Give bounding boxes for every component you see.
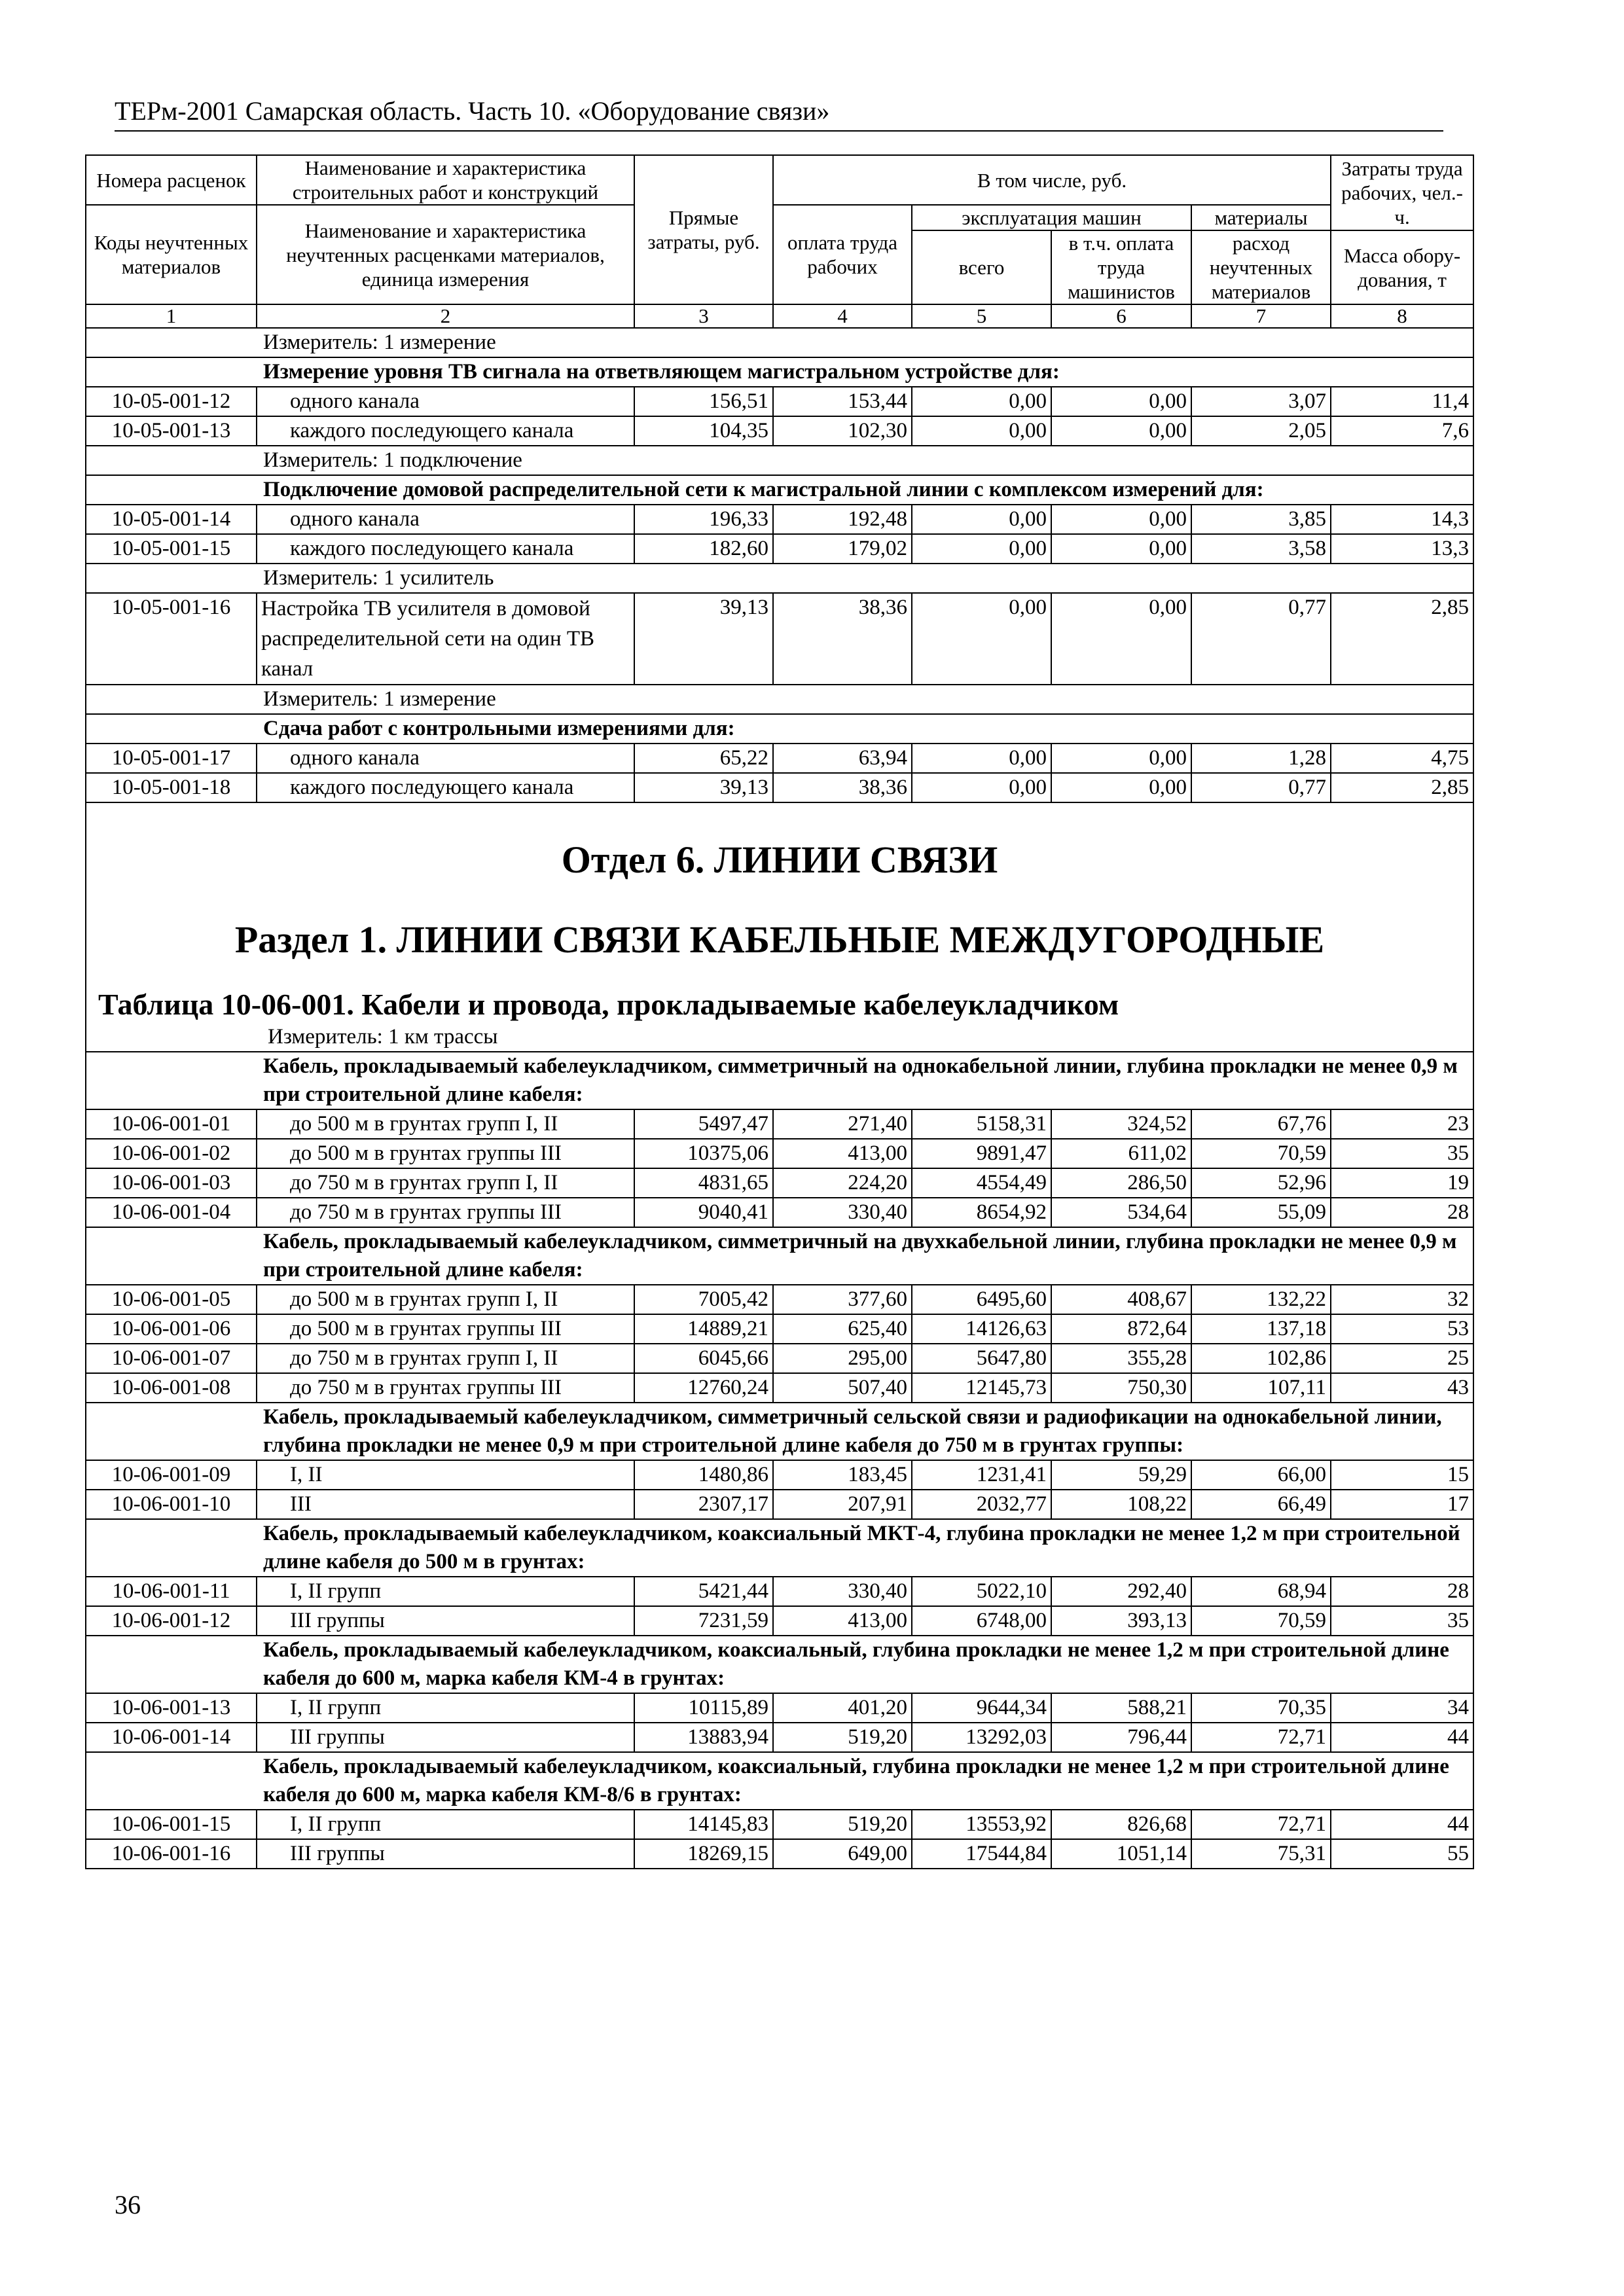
header-labor-pay: оплата труда рабочих: [773, 205, 912, 304]
rates-table: [85, 154, 1474, 1869]
rate-materials: 102,86: [1191, 1344, 1331, 1373]
rate-hours: 15: [1331, 1460, 1473, 1490]
header-incl-rub: В том числе, руб.: [773, 155, 1331, 205]
rate-code: 10-05-001-15: [86, 534, 257, 564]
rate-machines: 13292,03: [912, 1723, 1051, 1752]
rate-row: [86, 416, 1473, 446]
rate-name: до 750 м в грунтах групп I, II: [257, 1344, 634, 1373]
rate-row: [86, 1344, 1473, 1373]
rate-machines: 9644,34: [912, 1693, 1051, 1723]
rate-direct: 104,35: [634, 416, 773, 446]
group-title: Сдача работ с контрольными измерениями для:: [86, 714, 1473, 744]
rate-name: I, II групп: [257, 1577, 634, 1606]
rate-direct: 65,22: [634, 744, 773, 773]
rate-code: 10-05-001-16: [86, 593, 257, 685]
header-unaccounted-consumption: расход неучтенных материалов: [1191, 230, 1331, 304]
rate-direct: 18269,15: [634, 1839, 773, 1869]
rate-materials: 66,00: [1191, 1460, 1331, 1490]
rate-machinists: 0,00: [1051, 534, 1191, 564]
rate-name: одного канала: [257, 505, 634, 534]
rate-hours: 2,85: [1331, 773, 1473, 802]
rate-machinists: 0,00: [1051, 387, 1191, 416]
rate-machines: 4554,49: [912, 1168, 1051, 1198]
rate-code: 10-05-001-12: [86, 387, 257, 416]
rate-materials: 132,22: [1191, 1285, 1331, 1314]
rate-materials: 3,07: [1191, 387, 1331, 416]
rate-hours: 14,3: [1331, 505, 1473, 534]
meter-row: [86, 446, 1473, 475]
rate-name: до 750 м в грунтах группы III: [257, 1198, 634, 1227]
rate-machinists: 0,00: [1051, 505, 1191, 534]
header-unaccounted-names: Наименование и характеристика неучтенных расценками материалов, единица измерения: [257, 205, 634, 304]
rate-name: до 500 м в грунтах групп I, II: [257, 1109, 634, 1139]
meter: Измеритель: 1 подключение: [86, 446, 1473, 475]
group-title: Кабель, прокладываемый кабелеукладчиком, симметричный сельской связи и радиофикации на однокабельной линии, глубина прокладки не менее 0,9 м при строительной длине кабеля до 750 м в грунтах группы:: [86, 1403, 1473, 1460]
rate-code: 10-06-001-04: [86, 1198, 257, 1227]
rate-hours: 23: [1331, 1109, 1473, 1139]
rate-hours: 34: [1331, 1693, 1473, 1723]
header-total: всего: [912, 230, 1051, 304]
rate-hours: 53: [1331, 1314, 1473, 1344]
rate-name: до 500 м в грунтах группы III: [257, 1139, 634, 1168]
header-labor-costs: Затраты труда рабочих, чел.-ч.: [1331, 155, 1473, 230]
header-name: Наименование и характеристика строительных работ и конструкций: [257, 155, 634, 205]
rate-row: [86, 1373, 1473, 1403]
rate-hours: 17: [1331, 1490, 1473, 1519]
rate-row: [86, 1109, 1473, 1139]
rate-code: 10-05-001-17: [86, 744, 257, 773]
rate-machinists: 0,00: [1051, 773, 1191, 802]
rate-hours: 13,3: [1331, 534, 1473, 564]
group-title-row: [86, 1052, 1473, 1109]
rate-machines: 5158,31: [912, 1109, 1051, 1139]
rate-labor: 38,36: [773, 773, 912, 802]
rate-direct: 196,33: [634, 505, 773, 534]
rate-name: каждого последующего канала: [257, 416, 634, 446]
rate-row: [86, 773, 1473, 802]
group-title: Кабель, прокладываемый кабелеукладчиком, коаксиальный, глубина прокладки не менее 1,2 м при строительной длине кабеля до 600 м, марка кабеля КМ-4 в грунтах:: [86, 1636, 1473, 1693]
column-number: 7: [1191, 304, 1331, 328]
rate-hours: 11,4: [1331, 387, 1473, 416]
rate-row: [86, 1577, 1473, 1606]
rate-row: [86, 1285, 1473, 1314]
rate-labor: 295,00: [773, 1344, 912, 1373]
meter-row: [86, 685, 1473, 714]
group-title: Кабель, прокладываемый кабелеукладчиком, коаксиальный МКТ-4, глубина прокладки не менее 1,2 м при строительной длине кабеля до 500 м в грунтах:: [86, 1519, 1473, 1577]
rate-machinists: 872,64: [1051, 1314, 1191, 1344]
rate-row: [86, 593, 1473, 685]
column-number: 1: [86, 304, 257, 328]
rate-code: 10-06-001-03: [86, 1168, 257, 1198]
rate-labor: 153,44: [773, 387, 912, 416]
rate-name: I, II: [257, 1460, 634, 1490]
column-number: 5: [912, 304, 1051, 328]
rate-row: [86, 1139, 1473, 1168]
rate-machinists: 59,29: [1051, 1460, 1191, 1490]
rate-machines: 8654,92: [912, 1198, 1051, 1227]
rate-code: 10-06-001-13: [86, 1693, 257, 1723]
rate-machines: 6748,00: [912, 1606, 1051, 1636]
rate-labor: 519,20: [773, 1723, 912, 1752]
rate-materials: 68,94: [1191, 1577, 1331, 1606]
section-title: Отдел 6. ЛИНИИ СВЯЗИ: [561, 838, 998, 881]
rate-machinists: 324,52: [1051, 1109, 1191, 1139]
rate-machinists: 588,21: [1051, 1693, 1191, 1723]
rate-code: 10-06-001-10: [86, 1490, 257, 1519]
rate-hours: 19: [1331, 1168, 1473, 1198]
rate-hours: 35: [1331, 1606, 1473, 1636]
rate-direct: 10115,89: [634, 1693, 773, 1723]
group-title: Измерение уровня ТВ сигнала на ответвляющем магистральном устройстве для:: [86, 357, 1473, 387]
rate-materials: 55,09: [1191, 1198, 1331, 1227]
rate-direct: 1480,86: [634, 1460, 773, 1490]
rate-machinists: 826,68: [1051, 1810, 1191, 1839]
column-numbers-row: [86, 304, 1473, 328]
rate-row: [86, 1314, 1473, 1344]
rate-direct: 10375,06: [634, 1139, 773, 1168]
rate-row: [86, 1198, 1473, 1227]
rate-machinists: 286,50: [1051, 1168, 1191, 1198]
rate-direct: 39,13: [634, 773, 773, 802]
rate-machines: 6495,60: [912, 1285, 1051, 1314]
rate-row: [86, 387, 1473, 416]
rate-machines: 9891,47: [912, 1139, 1051, 1168]
rate-row: [86, 1606, 1473, 1636]
rate-name: III: [257, 1490, 634, 1519]
rate-machines: 12145,73: [912, 1373, 1051, 1403]
rate-labor: 63,94: [773, 744, 912, 773]
rate-hours: 35: [1331, 1139, 1473, 1168]
table-caption: Таблица 10-06-001. Кабели и провода, прокладываемые кабелеукладчиком: [98, 988, 1119, 1021]
rate-code: 10-06-001-06: [86, 1314, 257, 1344]
rate-name: I, II групп: [257, 1810, 634, 1839]
rate-materials: 70,59: [1191, 1139, 1331, 1168]
rate-machinists: 534,64: [1051, 1198, 1191, 1227]
page-number: 36: [115, 2190, 141, 2219]
rate-direct: 12760,24: [634, 1373, 773, 1403]
rate-machinists: 408,67: [1051, 1285, 1191, 1314]
group-title-row: [86, 714, 1473, 744]
rate-direct: 156,51: [634, 387, 773, 416]
column-number: 6: [1051, 304, 1191, 328]
header-machinist-pay: в т.ч. оплата труда машинистов: [1051, 230, 1191, 304]
meter-row: [86, 328, 1473, 357]
rate-machinists: 0,00: [1051, 416, 1191, 446]
rate-name: каждого последующего канала: [257, 534, 634, 564]
rate-materials: 0,77: [1191, 593, 1331, 685]
rate-machines: 17544,84: [912, 1839, 1051, 1869]
rate-labor: 330,40: [773, 1577, 912, 1606]
rate-name: до 500 м в грунтах групп I, II: [257, 1285, 634, 1314]
rate-name: одного канала: [257, 744, 634, 773]
group-title-row: [86, 1519, 1473, 1577]
rate-materials: 72,71: [1191, 1810, 1331, 1839]
rate-labor: 330,40: [773, 1198, 912, 1227]
rate-materials: 1,28: [1191, 744, 1331, 773]
rate-direct: 6045,66: [634, 1344, 773, 1373]
rate-machines: 0,00: [912, 593, 1051, 685]
rate-code: 10-05-001-13: [86, 416, 257, 446]
rate-materials: 72,71: [1191, 1723, 1331, 1752]
rate-hours: 7,6: [1331, 416, 1473, 446]
rate-code: 10-06-001-11: [86, 1577, 257, 1606]
group-title: Кабель, прокладываемый кабелеукладчиком, симметричный на однокабельной линии, глубина прокладки не менее 0,9 м при строительной длине кабеля:: [86, 1052, 1473, 1109]
rate-machinists: 0,00: [1051, 593, 1191, 685]
rate-machines: 0,00: [912, 534, 1051, 564]
group-title-row: [86, 1227, 1473, 1285]
header-materials: материалы: [1191, 205, 1331, 230]
rate-materials: 52,96: [1191, 1168, 1331, 1198]
group-title-row: [86, 357, 1473, 387]
group-title-row: [86, 475, 1473, 505]
rate-machinists: 393,13: [1051, 1606, 1191, 1636]
rate-name: I, II групп: [257, 1693, 634, 1723]
header-direct-costs: Прямые затраты, руб.: [634, 155, 773, 304]
rate-row: [86, 1460, 1473, 1490]
rate-materials: 70,59: [1191, 1606, 1331, 1636]
rate-direct: 9040,41: [634, 1198, 773, 1227]
rate-direct: 14889,21: [634, 1314, 773, 1344]
rate-labor: 519,20: [773, 1810, 912, 1839]
rates-table-body: [86, 155, 1473, 1869]
rate-direct: 7231,59: [634, 1606, 773, 1636]
meter: Измеритель: 1 измерение: [86, 328, 1473, 357]
rate-machines: 5022,10: [912, 1577, 1051, 1606]
group-title: Кабель, прокладываемый кабелеукладчиком, коаксиальный, глубина прокладки не менее 1,2 м при строительной длине кабеля до 600 м, марка кабеля КМ-8/6 в грунтах:: [86, 1752, 1473, 1810]
rate-materials: 137,18: [1191, 1314, 1331, 1344]
rate-labor: 224,20: [773, 1168, 912, 1198]
rate-direct: 14145,83: [634, 1810, 773, 1839]
rate-machines: 2032,77: [912, 1490, 1051, 1519]
meter: Измеритель: 1 измерение: [86, 685, 1473, 714]
rate-machines: 0,00: [912, 416, 1051, 446]
meter-row: [86, 564, 1473, 593]
rate-hours: 55: [1331, 1839, 1473, 1869]
rate-direct: 7005,42: [634, 1285, 773, 1314]
rate-labor: 649,00: [773, 1839, 912, 1869]
rate-machinists: 611,02: [1051, 1139, 1191, 1168]
meter: Измеритель: 1 усилитель: [86, 564, 1473, 593]
rate-code: 10-06-001-15: [86, 1810, 257, 1839]
group-title-row: [86, 1636, 1473, 1693]
rate-name: III группы: [257, 1606, 634, 1636]
column-number: 4: [773, 304, 912, 328]
group-title: Кабель, прокладываемый кабелеукладчиком, симметричный на двухкабельной линии, глубина прокладки не менее 0,9 м при строительной длине кабеля:: [86, 1227, 1473, 1285]
rate-materials: 66,49: [1191, 1490, 1331, 1519]
rate-materials: 107,11: [1191, 1373, 1331, 1403]
rate-labor: 507,40: [773, 1373, 912, 1403]
rate-name: III группы: [257, 1723, 634, 1752]
meter: Измеритель: 1 км трассы: [86, 1023, 1473, 1052]
rate-direct: 182,60: [634, 534, 773, 564]
rate-code: 10-06-001-16: [86, 1839, 257, 1869]
rate-hours: 25: [1331, 1344, 1473, 1373]
header-machine-operation: эксплуатация машин: [912, 205, 1191, 230]
rate-materials: 70,35: [1191, 1693, 1331, 1723]
page-header: ТЕРм-2001 Самарская область. Часть 10. «Оборудование связи»: [115, 95, 1443, 132]
rate-direct: 5497,47: [634, 1109, 773, 1139]
rate-name: одного канала: [257, 387, 634, 416]
rate-materials: 67,76: [1191, 1109, 1331, 1139]
rate-row: [86, 1810, 1473, 1839]
rate-hours: 4,75: [1331, 744, 1473, 773]
meter-row: [86, 1023, 1473, 1052]
rate-machines: 0,00: [912, 505, 1051, 534]
rate-labor: 183,45: [773, 1460, 912, 1490]
rate-row: [86, 505, 1473, 534]
column-number: 8: [1331, 304, 1473, 328]
rate-code: 10-06-001-12: [86, 1606, 257, 1636]
rate-code: 10-06-001-14: [86, 1723, 257, 1752]
rate-code: 10-06-001-01: [86, 1109, 257, 1139]
rate-row: [86, 1839, 1473, 1869]
rate-labor: 38,36: [773, 593, 912, 685]
rate-code: 10-06-001-02: [86, 1139, 257, 1168]
rate-labor: 413,00: [773, 1606, 912, 1636]
rate-machines: 5647,80: [912, 1344, 1051, 1373]
section-cell: [86, 802, 1473, 1023]
rate-hours: 28: [1331, 1577, 1473, 1606]
header-row-2: [86, 205, 1473, 230]
rate-name: до 750 м в грунтах групп I, II: [257, 1168, 634, 1198]
header-equipment-mass: Масса обору-дования, т: [1331, 230, 1473, 304]
column-number: 2: [257, 304, 634, 328]
group-title-row: [86, 1752, 1473, 1810]
rate-labor: 207,91: [773, 1490, 912, 1519]
rate-row: [86, 1693, 1473, 1723]
rate-hours: 32: [1331, 1285, 1473, 1314]
section-block: [86, 802, 1473, 1023]
rate-hours: 44: [1331, 1723, 1473, 1752]
rate-machinists: 796,44: [1051, 1723, 1191, 1752]
header-unaccounted-codes: Коды неучтенных материалов: [86, 205, 257, 304]
rate-labor: 401,20: [773, 1693, 912, 1723]
rate-code: 10-06-001-09: [86, 1460, 257, 1490]
rate-direct: 39,13: [634, 593, 773, 685]
rate-labor: 102,30: [773, 416, 912, 446]
rate-row: [86, 534, 1473, 564]
rate-labor: 413,00: [773, 1139, 912, 1168]
rate-name: III группы: [257, 1839, 634, 1869]
rate-machines: 14126,63: [912, 1314, 1051, 1344]
rate-labor: 179,02: [773, 534, 912, 564]
rate-machines: 1231,41: [912, 1460, 1051, 1490]
rate-machines: 0,00: [912, 387, 1051, 416]
rate-row: [86, 1490, 1473, 1519]
rate-hours: 43: [1331, 1373, 1473, 1403]
rate-materials: 2,05: [1191, 416, 1331, 446]
rate-name: каждого последующего канала: [257, 773, 634, 802]
rate-direct: 5421,44: [634, 1577, 773, 1606]
rate-code: 10-05-001-14: [86, 505, 257, 534]
column-number: 3: [634, 304, 773, 328]
rate-labor: 192,48: [773, 505, 912, 534]
rate-machines: 0,00: [912, 773, 1051, 802]
rate-name: до 750 м в грунтах группы III: [257, 1373, 634, 1403]
rate-materials: 3,85: [1191, 505, 1331, 534]
rate-code: 10-06-001-05: [86, 1285, 257, 1314]
header-row-1: [86, 155, 1473, 205]
rate-name: Настройка ТВ усилителя в домовой распределительной сети на один ТВ канал: [257, 593, 634, 685]
rate-hours: 44: [1331, 1810, 1473, 1839]
rate-machinists: 292,40: [1051, 1577, 1191, 1606]
rate-hours: 28: [1331, 1198, 1473, 1227]
rate-direct: 4831,65: [634, 1168, 773, 1198]
rate-machinists: 108,22: [1051, 1490, 1191, 1519]
rate-code: 10-05-001-18: [86, 773, 257, 802]
rate-direct: 13883,94: [634, 1723, 773, 1752]
rate-materials: 75,31: [1191, 1839, 1331, 1869]
rate-row: [86, 744, 1473, 773]
rate-code: 10-06-001-07: [86, 1344, 257, 1373]
rate-materials: 0,77: [1191, 773, 1331, 802]
rate-name: до 500 м в грунтах группы III: [257, 1314, 634, 1344]
rate-code: 10-06-001-08: [86, 1373, 257, 1403]
rate-machinists: 750,30: [1051, 1373, 1191, 1403]
subsection-title: Раздел 1. ЛИНИИ СВЯЗИ КАБЕЛЬНЫЕ МЕЖДУГОРОДНЫЕ: [234, 918, 1325, 961]
rate-hours: 2,85: [1331, 593, 1473, 685]
header-rate-number: Номера расценок: [86, 155, 257, 205]
rate-row: [86, 1168, 1473, 1198]
rate-direct: 2307,17: [634, 1490, 773, 1519]
rate-machinists: 0,00: [1051, 744, 1191, 773]
rate-machinists: 355,28: [1051, 1344, 1191, 1373]
rate-labor: 377,60: [773, 1285, 912, 1314]
group-title-row: [86, 1403, 1473, 1460]
group-title: Подключение домовой распределительной сети к магистральной линии с комплексом измерений для:: [86, 475, 1473, 505]
rate-materials: 3,58: [1191, 534, 1331, 564]
rate-labor: 271,40: [773, 1109, 912, 1139]
rate-row: [86, 1723, 1473, 1752]
rate-machinists: 1051,14: [1051, 1839, 1191, 1869]
rate-machines: 13553,92: [912, 1810, 1051, 1839]
rate-machines: 0,00: [912, 744, 1051, 773]
rate-labor: 625,40: [773, 1314, 912, 1344]
